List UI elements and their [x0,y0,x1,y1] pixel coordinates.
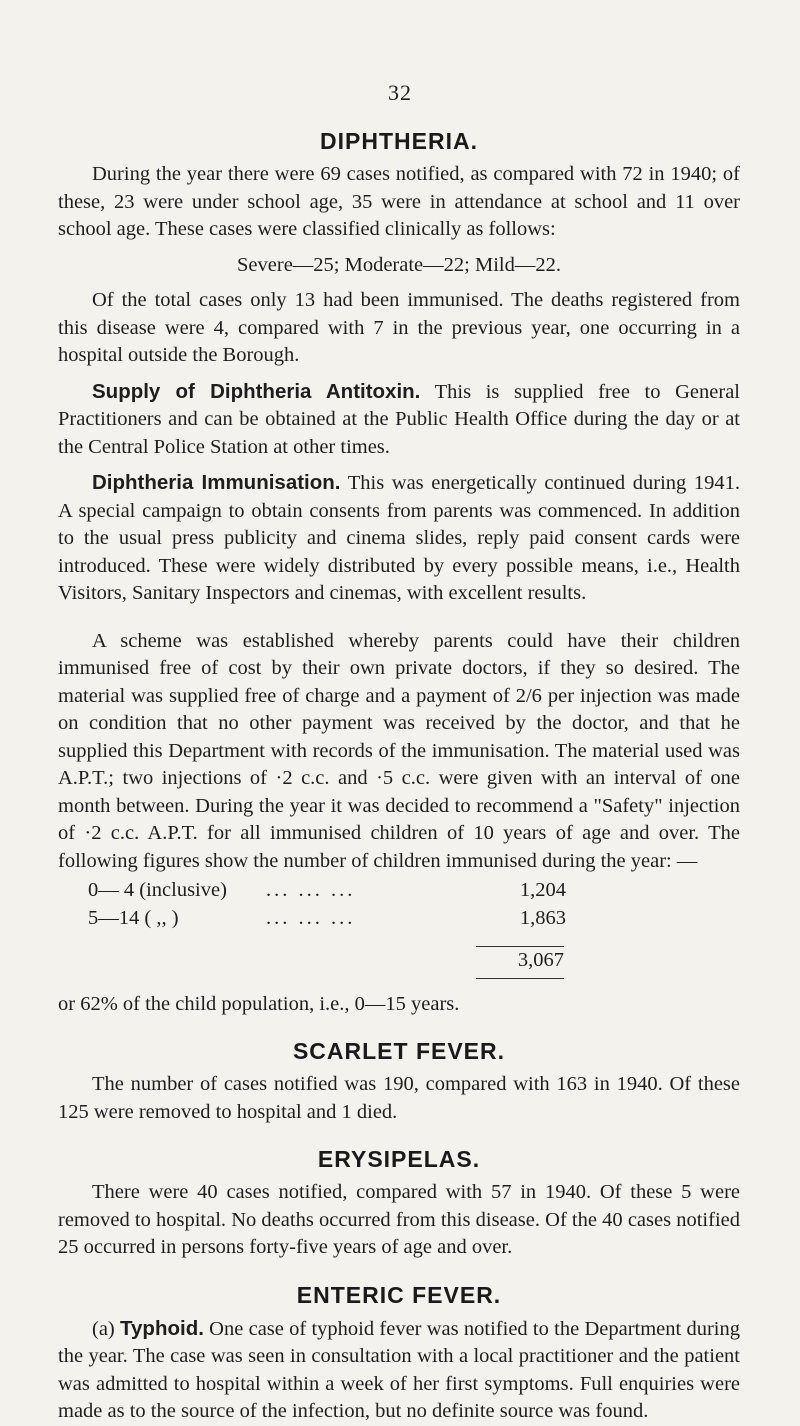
table-row [88,877,566,905]
scheme-para: A scheme was established whereby parents could have their children immunised free of cost by their own private doctors, if they so desired. The material was supplied free of charge and a payment of 2/6 per injection was made on condition that no other payment was received by the doctor, and that he supplied this Department with records of the immunisation. The material used was A.P.T.; two injections of ·2 c.c. and ·5 c.c. were given with an interval of one month between. During the year it was decided to recommend a "Safety" injection of ·2 c.c. A.P.T. for all immunised children of 10 years of age and over. The following figures show the number of children immunised during the year: — [58,629,740,872]
figure-total: 3,067 [517,949,564,971]
antitoxin-supply-text: This is supplied free to General Practitioners and can be obtained at the Public Health Office during the day or at the Central Police Station at other times. [58,380,740,458]
erysipelas-section [58,1146,740,1262]
figure-label: 5—14 ( ,, ) [88,906,179,929]
typhoid-para [58,1315,740,1426]
antitoxin-supply-lead: Supply of Diphtheria Antitoxin. [92,379,421,403]
enteric-fever-section [58,1282,740,1426]
figure-leader: ... ... ... [266,879,356,901]
text-column [58,128,740,1426]
immunised-figures-table [88,877,566,932]
diphtheria-para-1: During the year there were 69 cases notified, as compared with 72 in 1940; of these, 23 were under school age, 35 were in attendance at school and 11 over school age. These cases were classified clinically as follows: [58,163,740,240]
typhoid-lead: Typhoid. [120,1316,204,1340]
diphtheria-section [58,128,740,1018]
scarlet-fever-heading: SCARLET FEVER. [292,1038,506,1064]
table-row [88,905,566,933]
figure-leader: ... ... ... [266,906,356,929]
scarlet-fever-text: The number of cases notified was 190, compared with 163 in 1940. Of these 125 were removed to hospital and 1 died. [58,1073,740,1123]
immunisation-text: This was energetically continued during 1941. A special campaign to obtain consents from parents was commenced. In addition to the usual press publicity and cinema slides, reply paid consent cards were introduced. These were widely distributed by every possible means, i.e., Health Visitors, Sanitary Inspectors and cinemas, with excellent results. [58,472,740,604]
diphtheria-classification: Severe—25; Moderate—22; Mild—22. [237,253,561,276]
child-population-note: or 62% of the child population, i.e., 0—15 years. [58,992,460,1015]
diphtheria-heading: DIPHTHERIA. [320,128,478,154]
enteric-fever-heading: ENTERIC FEVER. [296,1281,502,1308]
figure-value: 1,863 [519,906,566,929]
diphtheria-para-2: Of the total cases only 13 had been immunised. The deaths registered from this disease were 4, compared with 7 in the previous year, one occurring in a hospital outside the Borough. [58,289,740,366]
typhoid-prefix: (a) [92,1317,121,1340]
figure-value: 1,204 [519,879,566,901]
scarlet-fever-section [58,1038,740,1126]
immunisation-lead: Diphtheria Immunisation. [92,471,341,494]
immunisation-para [58,469,740,608]
typhoid-text: One case of typhoid fever was notified to the Department during the year. The case was seen in consultation with a local practitioner and the patient was admitted to hospital within a week of her first symptoms. Full enquiries were made as to the source of the infection, but no definite source was found. [58,1317,740,1422]
page-number: 32 [388,80,412,105]
erysipelas-heading: ERYSIPELAS. [317,1146,481,1172]
figure-label: 0— 4 (inclusive) [88,879,227,901]
antitoxin-supply-para [58,378,740,462]
erysipelas-text: There were 40 cases notified, compared with 57 in 1940. Of these 5 were removed to hospital. No deaths occurred from this disease. Of the 40 cases notified 25 occurred in persons forty-five years of age and over. [58,1181,740,1258]
